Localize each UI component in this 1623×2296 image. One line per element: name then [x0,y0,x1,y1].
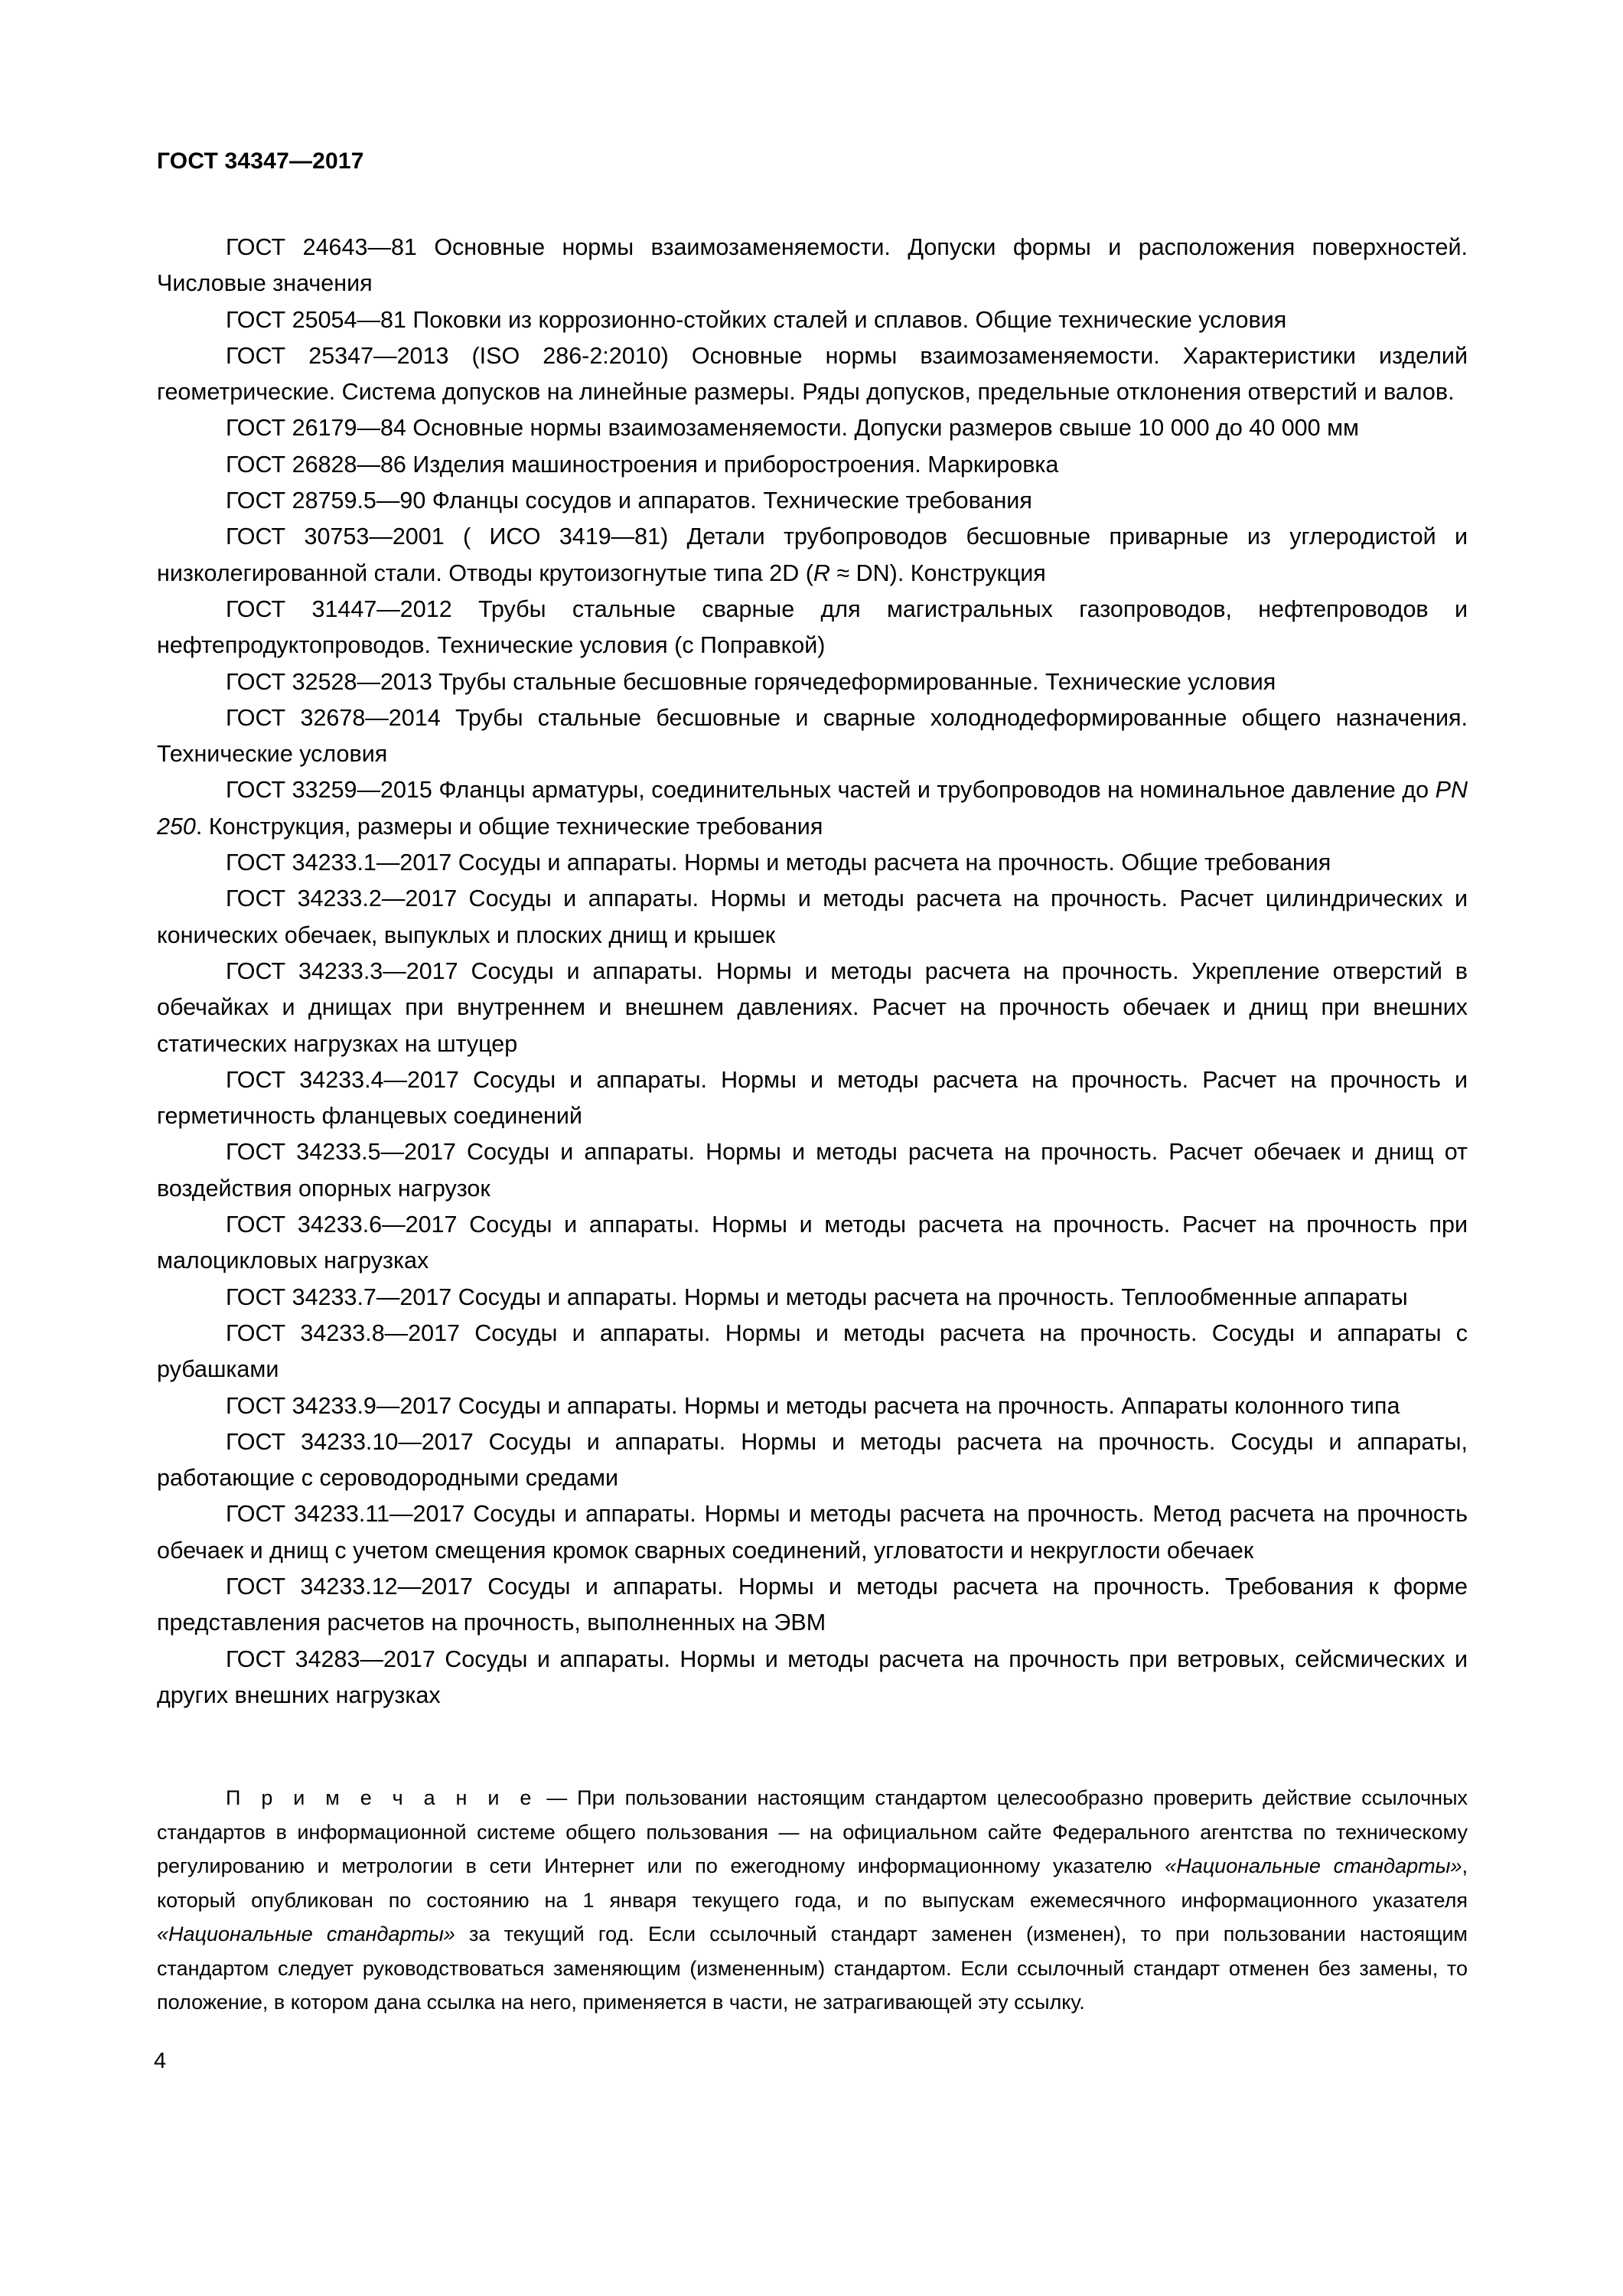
note-text-segment: , который опубликован по состоянию на 1 января текущего года, и по выпускам ежемесячного информационного указателя [157,1854,1468,1912]
reference-item: ГОСТ 26179—84 Основные нормы взаимозаменяемости. Допуски размеров свыше 10 000 до 40 000 мм [226,415,1360,442]
reference-item [157,519,1468,592]
note-text-segment: за текущий год. Если ссылочный стандарт заменен (изменен), то при пользовании настоящим стандартом следует руководствоваться заменяющим (измененным) стандартом. Если ссылочный стандарт отменен без замены, то положение, в котором дана ссылка на него, применяется в части, не затрагивающей эту ссылку. [157,1923,1468,2014]
note-text-segment: При пользовании настоящим стандартом целесообразно проверить действие ссылочных стандартов в информационной системе общего пользования — на официальном сайте Федерального агентства по техническому регулированию и метрологии в сети Интернет или по ежегодному информационному указателю [157,1786,1468,1877]
reference-item: ГОСТ 34233.5—2017 Сосуды и аппараты. Нормы и методы расчета на прочность. Расчет обечаек и днищ от воздействия опорных нагрузок [157,1139,1468,1202]
reference-item: ГОСТ 34233.4—2017 Сосуды и аппараты. Нормы и методы расчета на прочность. Расчет на прочность и герметичность фланцевых соединений [157,1066,1468,1130]
reference-item: ГОСТ 34283—2017 Сосуды и аппараты. Нормы и методы расчета на прочность при ветровых, сейсмических и других внешних нагрузках [157,1645,1468,1708]
reference-text-segment: ГОСТ 33259—2015 Фланцы арматуры, соединительных частей и трубопроводов на номинальное давление до [226,777,1436,804]
reference-text-segment: . Конструкция, размеры и общие технические требования [195,813,823,840]
note-label: П р и м е ч а н и е [226,1786,537,1809]
reference-item: ГОСТ 32528—2013 Трубы стальные бесшовные горячедеформированные. Технические условия [226,668,1276,695]
note-quoted-title: «Национальные стандарты» [157,1923,455,1945]
reference-item: ГОСТ 32678—2014 Трубы стальные бесшовные и сварные холоднодеформированные общего назначения. Технические условия [157,704,1468,768]
reference-text-segment: ГОСТ 30753—2001 ( ИСО 3419—81) Детали трубопроводов бесшовные приварные из углеродистой и низколегированной стали. Отводы крутоизогнутые типа 2D ( [157,523,1468,586]
reference-item: ГОСТ 34233.7—2017 Сосуды и аппараты. Нормы и методы расчета на прочность. Теплообменные аппараты [226,1283,1408,1310]
reference-item: ГОСТ 34233.10—2017 Сосуды и аппараты. Нормы и методы расчета на прочность. Сосуды и аппараты, работающие с сероводородными средами [157,1428,1468,1492]
note-paragraph [157,1781,1468,2020]
reference-item: ГОСТ 28759.5—90 Фланцы сосудов и аппаратов. Технические требования [226,488,1032,514]
reference-item: ГОСТ 25347—2013 (ISO 286-2:2010) Основные нормы взаимозаменяемости. Характеристики изделий геометрические. Система допусков на линейные размеры. Ряды допусков, предельные отклонения отверстий и валов. [157,342,1468,406]
normative-references-list [157,230,1468,1714]
reference-item: ГОСТ 25054—81 Поковки из коррозионно-стойких сталей и сплавов. Общие технические условия [226,306,1287,333]
reference-item: ГОСТ 34233.12—2017 Сосуды и аппараты. Нормы и методы расчета на прочность. Требования к форме представления расчетов на прочность, выполненных на ЭВМ [157,1573,1468,1636]
reference-symbol-nominal-pressure: PN 250 [157,777,1468,840]
reference-item: ГОСТ 34233.11—2017 Сосуды и аппараты. Нормы и методы расчета на прочность. Метод расчета на прочность обечаек и днищ с учетом смещения кромок сварных соединений, угловатости и некруглости обечаек [157,1501,1468,1564]
note-dash: — [536,1786,578,1809]
running-header-standard-designation: ГОСТ 34347—2017 [157,148,364,174]
reference-item [157,772,1468,845]
note-block [157,1781,1468,2020]
reference-item: ГОСТ 34233.9—2017 Сосуды и аппараты. Нормы и методы расчета на прочность. Аппараты колонного типа [226,1392,1400,1419]
reference-item: ГОСТ 24643—81 Основные нормы взаимозаменяемости. Допуски формы и расположения поверхностей. Числовые значения [157,234,1468,297]
reference-item: ГОСТ 34233.6—2017 Сосуды и аппараты. Нормы и методы расчета на прочность. Расчет на прочность при малоцикловых нагрузках [157,1212,1468,1274]
reference-item: ГОСТ 34233.1—2017 Сосуды и аппараты. Нормы и методы расчета на прочность. Общие требования [226,850,1331,876]
reference-item: ГОСТ 34233.3—2017 Сосуды и аппараты. Нормы и методы расчета на прочность. Укрепление отверстий в обечайках и днищах при внутреннем и внешнем давлениях. Расчет на прочность обечаек и днищ при внешних статических нагрузках на штуцер [157,957,1468,1057]
reference-text-segment: ≈ DN). Конструкция [829,559,1046,586]
note-quoted-title: «Национальные стандарты» [1165,1854,1462,1877]
reference-item: ГОСТ 26828—86 Изделия машиностроения и приборостроения. Маркировка [226,451,1059,478]
reference-item: ГОСТ 31447—2012 Трубы стальные сварные для магистральных газопроводов, нефтепроводов и нефтепродуктопроводов. Технические условия (с Поправкой) [157,595,1468,659]
reference-symbol-radius: R [813,559,830,586]
reference-item: ГОСТ 34233.8—2017 Сосуды и аппараты. Нормы и методы расчета на прочность. Сосуды и аппараты с рубашками [157,1319,1468,1383]
page-number: 4 [154,2049,167,2073]
reference-item: ГОСТ 34233.2—2017 Сосуды и аппараты. Нормы и методы расчета на прочность. Расчет цилиндрических и конических обечаек, выпуклых и плоских днищ и крышек [157,885,1468,948]
